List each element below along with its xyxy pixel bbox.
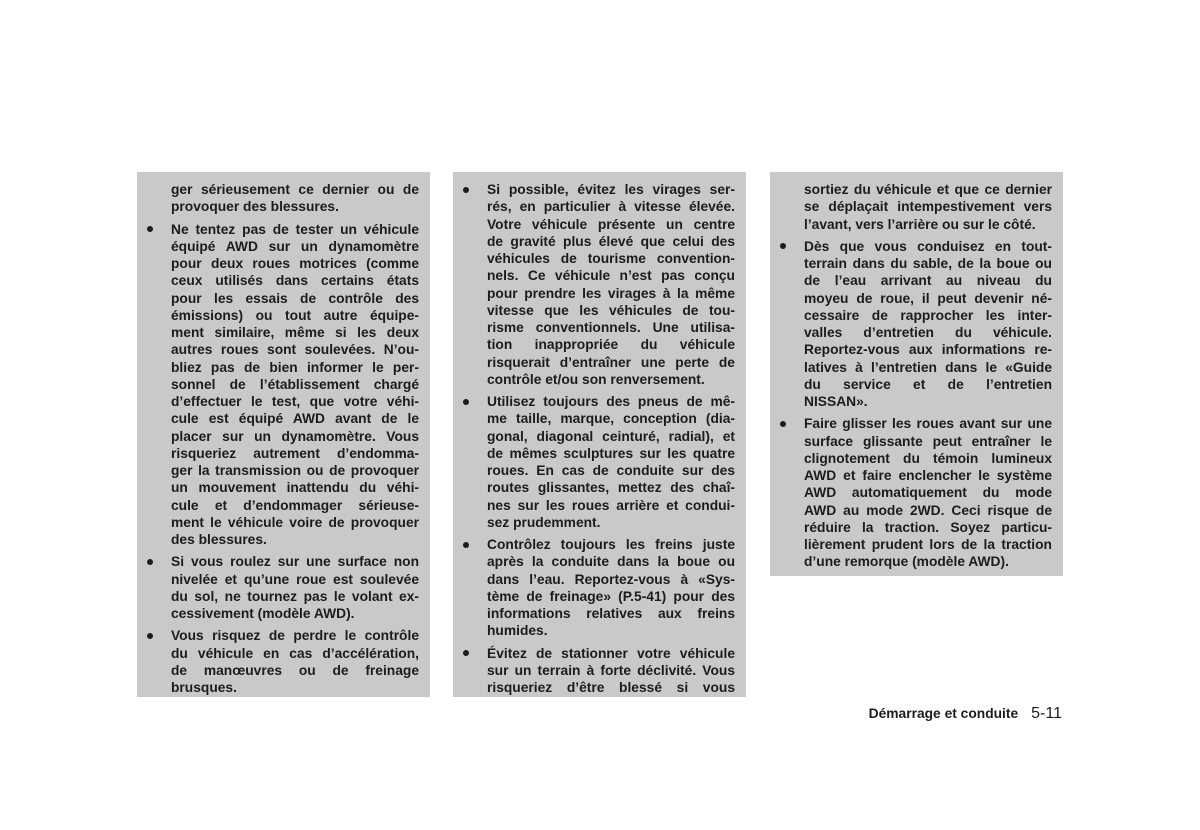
text-line: sur un terrain à forte déclivité. Vous [487,662,735,678]
text-line: rés, en particulier à vitesse élevée. [487,199,735,215]
text-line: latives à l’entretien dans le «Guide [804,359,1052,375]
continued-paragraph [804,181,1052,233]
text-line: ger la transmission ou de provoquer [171,463,419,478]
text-line: pour prendre les virages à la même [487,285,735,301]
text-line: d’une remorque (modèle AWD). [804,554,1009,570]
bullet-icon [780,421,786,427]
text-line: contrôle et/ou son renversement. [487,371,705,387]
text-line: gonal, diagonal ceinturé, radial), et [487,428,735,444]
bullet-item [487,645,735,697]
text-line: émissions) ou tout autre équipe- [171,307,419,323]
text-line: tion inappropriée du véhicule [487,337,735,353]
page-number: 5-11 [1031,705,1062,722]
text-line: cessivement (modèle AWD). [171,606,355,621]
text-line: autres roues sont soulevées. N’ou- [171,342,419,358]
text-line: Si vous roulez sur une surface non [171,554,419,570]
text-line: nivelée et qu’une roue est soulevée [171,571,419,587]
bullet-icon [147,633,153,639]
bullet-icon [463,399,469,405]
text-line: véhicules de tourisme convention- [487,251,735,266]
bullet-item [804,238,1052,411]
text-line: de l’eau arrivant au niveau du [804,273,1052,289]
text-line: sortiez du véhicule et que ce dernier [804,182,1052,197]
text-line: risme conventionnels. Une utilisa- [487,320,735,335]
text-line: nes sur les roues arrière et condui- [487,497,735,513]
bullet-item [487,536,735,640]
text-line: un mouvement inattendu du véhi- [171,480,419,496]
text-line: AWD automatiquement du mode [804,485,1052,501]
text-line: des blessures. [171,532,267,547]
text-line: valles d’entretien du véhicule. [804,325,1052,340]
text-line: Utilisez toujours des pneus de mê- [487,394,735,409]
text-line: Reportez-vous aux informations re- [804,342,1052,358]
section-title: Démarrage et conduite [868,706,1019,721]
text-line: provoquer des blessures. [171,199,339,215]
continued-paragraph [171,181,419,216]
text-line: Si possible, évitez les virages ser- [487,182,735,197]
bullet-icon [463,542,469,548]
text-line: se déplaçait intempestivement vers [804,199,1052,215]
text-column-1 [137,172,430,697]
bullet-item [171,627,419,696]
bullet-icon [147,559,153,565]
text-line: moyeu de roue, il peut devenir né- [804,290,1052,306]
text-line: cule est équipé AWD avant de le [171,411,419,427]
text-column-2 [453,172,746,697]
text-line: bliez pas de bien informer le per- [171,359,419,375]
text-line: Ne tentez pas de tester un véhicule [171,221,419,237]
text-line: ceux utilisés dans certains états [171,273,419,289]
bullet-item [804,415,1052,570]
text-line: me taille, marque, conception (dia- [487,411,735,427]
text-line: Vous risquez de perdre le contrôle [171,628,419,644]
text-line: du sol, ne tournez pas le volant ex- [171,588,419,604]
text-line: nels. Ce véhicule n’est pas conçu [487,268,735,284]
text-line: du véhicule en cas d’accélération, [171,645,419,661]
text-line: placer sur un dynamomètre. Vous [171,428,419,444]
text-line: AWD et faire enclencher le système [804,468,1052,483]
text-line: cessaire de rapprocher les inter- [804,307,1052,323]
text-line: routes glissantes, mettez des chaî- [487,480,735,496]
text-line: équipé AWD sur un dynamomètre [171,238,419,254]
bullet-icon [463,187,469,193]
text-line: réduire la traction. Soyez particu- [804,519,1052,535]
text-line: Faire glisser les roues avant sur une [804,416,1052,432]
text-line: tème de freinage» (P.5-41) pour des [487,588,735,604]
bullet-icon [147,226,153,232]
text-line: Contrôlez toujours les freins juste [487,537,735,552]
text-line: terrain dans du sable, de la boue ou [804,256,1052,271]
text-line: dans l’eau. Reportez-vous à «Sys- [487,571,735,587]
text-line: du service et de l’entretien [804,376,1052,392]
text-line: sonnel de l’établissement chargé [171,376,419,392]
text-line: informations relatives aux freins [487,606,735,621]
bullet-icon [780,243,786,249]
bullet-item [171,553,419,622]
text-line: NISSAN». [804,394,868,409]
text-line: pour les essais de contrôle des [171,290,419,306]
text-line: cule et d’endommager sérieuse- [171,497,419,513]
bullet-icon [463,650,469,656]
text-line: brusques. [171,680,237,695]
text-line: Votre véhicule présente un centre [487,216,735,232]
text-line: roues. En cas de conduite sur des [487,463,735,478]
text-line: après la conduite dans la boue ou [487,554,735,570]
text-line: risquerait d’entraîner une perte de [487,354,735,370]
text-line: l’avant, vers l’arrière ou sur le côté. [804,216,1036,232]
page-footer [869,704,1062,724]
text-line: surface glissante peut entraîner le [804,433,1052,449]
text-line: ment similaire, même si les deux [171,325,419,340]
bullet-item [487,181,735,388]
text-line: humides. [487,623,548,639]
text-line: de mêmes sculptures sur les quatre [487,445,735,461]
text-line: sez prudemment. [487,514,601,530]
text-line: pour deux roues motrices (comme [171,256,419,271]
text-line: clignotement du témoin lumineux [804,450,1052,466]
text-line: Évitez de stationner votre véhicule [487,645,735,661]
text-line: de gravité plus élevé que celui des [487,233,735,249]
text-line: lièrement prudent lors de la traction [804,537,1052,552]
text-line: Dès que vous conduisez en tout- [804,238,1052,254]
text-line: vitesse que les véhicules de tou- [487,302,735,318]
text-line: d’effectuer le test, que votre véhi- [171,394,419,409]
text-column-3 [770,172,1063,576]
text-line: AWD au mode 2WD. Ceci risque de [804,502,1052,518]
text-line: risqueriez d’être blessé si vous [487,680,735,695]
bullet-item [171,221,419,549]
text-line: ment le véhicule voire de provoquer [171,514,419,530]
text-line: de manœuvres ou de freinage [171,662,419,678]
bullet-item [487,393,735,531]
text-line: ger sérieusement ce dernier ou de [171,182,419,197]
text-line: risqueriez autrement d’endomma- [171,445,419,461]
